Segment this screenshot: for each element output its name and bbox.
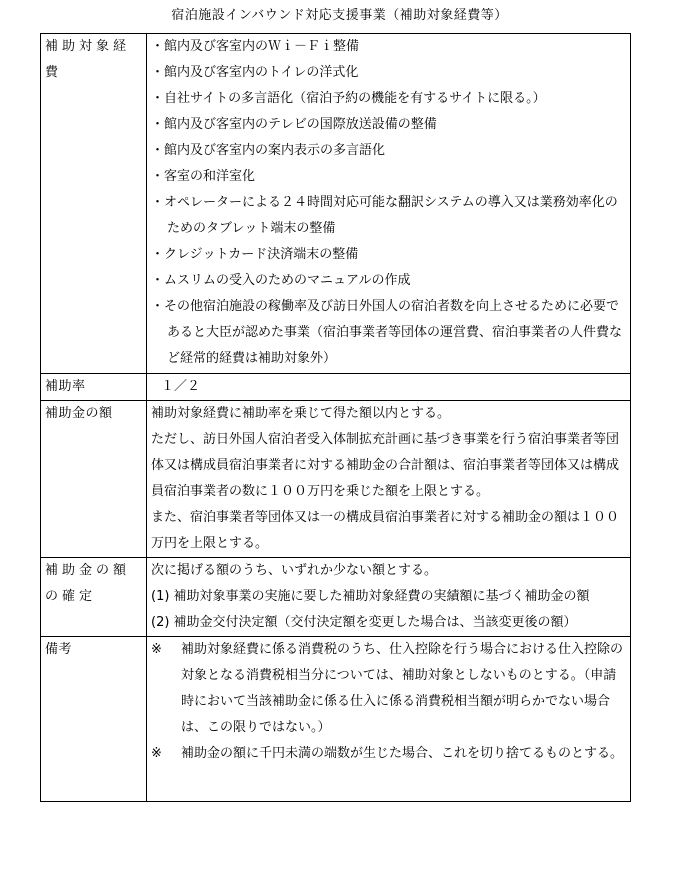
content-expenses <box>147 34 631 374</box>
table-row-rate <box>41 374 631 401</box>
expense-item: ・館内及び客室内のトイレの洋式化 <box>151 65 359 80</box>
label-determination: 補助金の額の確定 <box>41 558 147 637</box>
remark-note <box>151 637 626 741</box>
amount-paragraph: ただし、訪日外国人宿泊者受入体制拡充計画に基づき事業を行う宿泊事業者等団体又は構成員宿泊事業者に対する補助金の合計額は、宿泊事業者等団体又は構成員宿泊事業者の数に１００万円を乗じた額を上限とする。 <box>151 432 620 499</box>
note-mark: ※ <box>151 642 162 657</box>
label-rate: 補助率 <box>41 374 147 401</box>
table-row-amount <box>41 401 631 558</box>
determination-item: (2) 補助金交付決定額（交付決定額を変更した場合は、当該変更後の額） <box>151 615 577 630</box>
subsidy-table <box>40 33 631 802</box>
label-expenses: 補助対象経費 <box>41 34 147 374</box>
note-mark: ※ <box>151 746 162 761</box>
content-amount <box>147 401 631 558</box>
expense-item: ・館内及び客室内のＷｉ－Ｆｉ整備 <box>151 39 360 54</box>
table-row-determination <box>41 558 631 637</box>
document-title: 宿泊施設インバウンド対応支援事業（補助対象経費等） <box>171 8 508 23</box>
expense-item: ・館内及び客室内のテレビの国際放送設備の整備 <box>151 117 437 132</box>
expense-item: ・ムスリムの受入のためのマニュアルの作成 <box>151 273 411 288</box>
label-remarks: 備考 <box>41 637 147 802</box>
content-remarks <box>147 637 631 802</box>
remark-note <box>151 741 626 767</box>
expense-item: ・その他宿泊施設の稼働率及び訪日外国人の宿泊者数を向上させるために必要であると大臣が認めた事業（宿泊事業者等団体の運営費、宿泊事業者の人件費など経常的経費は補助対象外） <box>151 299 623 366</box>
expense-item: ・オペレーターによる２４時間対応可能な翻訳システムの導入又は業務効率化のためのタブレット端末の整備 <box>151 195 618 236</box>
expense-item: ・自社サイトの多言語化（宿泊予約の機能を有するサイトに限る。） <box>151 91 546 106</box>
amount-paragraph: 補助対象経費に補助率を乗じて得た額以内とする。 <box>151 406 451 421</box>
expense-item: ・館内及び客室内の案内表示の多言語化 <box>151 143 386 158</box>
expense-item: ・客室の和洋室化 <box>151 169 256 184</box>
remark-text: 補助対象経費に係る消費税のうち、仕入控除を行う場合における仕入控除の対象となる消費税相当分については、補助対象としないものとする。（申請時において当該補助金に係る仕入に係る消費税相当額が明らかでない場合は、この限りではない。） <box>181 642 624 735</box>
remark-text: 補助金の額に千円未満の端数が生じた場合、これを切り捨てるものとする。 <box>181 746 624 761</box>
rate-value: １／２ <box>161 379 201 394</box>
table-row-expenses <box>41 34 631 374</box>
expense-item: ・クレジットカード決済端末の整備 <box>151 247 359 262</box>
amount-paragraph: また、宿泊事業者等団体又は一の構成員宿泊事業者に対する補助金の額は１００万円を上限とする。 <box>151 510 620 551</box>
determination-item: (1) 補助対象事業の実施に要した補助対象経費の実績額に基づく補助金の額 <box>151 589 590 604</box>
determination-intro: 次に掲げる額のうち、いずれか少ない額とする。 <box>151 563 438 578</box>
label-amount: 補助金の額 <box>41 401 147 558</box>
table-row-remarks <box>41 637 631 802</box>
content-rate <box>147 374 631 401</box>
content-determination <box>147 558 631 637</box>
